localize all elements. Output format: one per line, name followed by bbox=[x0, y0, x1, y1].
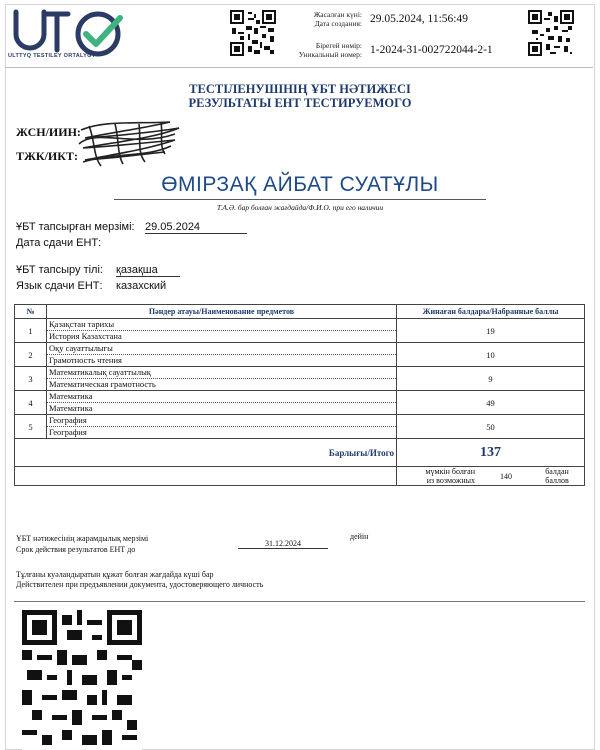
exam-date-value: 29.05.2024 bbox=[145, 221, 247, 234]
redaction-scribble bbox=[75, 118, 185, 170]
subject-ru: Математика bbox=[49, 403, 93, 413]
score-cell: 10 bbox=[397, 343, 585, 367]
score-cell: 50 bbox=[397, 415, 585, 439]
max-value: 140 bbox=[500, 471, 512, 481]
row-num: 4 bbox=[15, 391, 47, 415]
exam-lang-value-kz: қазақша bbox=[116, 264, 180, 277]
total-score: 137 bbox=[397, 439, 585, 467]
iin-label: ЖСН/ИИН: bbox=[16, 125, 81, 139]
total-label: Барлығы/Итого bbox=[15, 439, 397, 467]
name-underline bbox=[114, 199, 486, 200]
exam-lang-label-ru: Язык сдачи ЕНТ: bbox=[16, 280, 103, 292]
col-header-subject: Пәндер атауы/Наименование предметов bbox=[47, 305, 397, 319]
table-row bbox=[15, 391, 585, 415]
max-row bbox=[15, 467, 585, 486]
subject-ru: Грамотность чтения bbox=[49, 355, 122, 365]
table-header-row bbox=[15, 305, 585, 319]
exam-lang-label-kz: ҰБТ тапсыру тілі: bbox=[16, 264, 103, 276]
created-label bbox=[250, 10, 362, 28]
notice-ru: Действителен при предъявлении документа, удостоверяющего личность bbox=[16, 580, 264, 589]
row-num: 1 bbox=[15, 319, 47, 343]
max-label-ru: из возможных bbox=[426, 476, 475, 485]
validity-suffix: дейін bbox=[350, 532, 369, 541]
name-caption: Т.А.Ә. бар болған жағдайда/Ф.И.О. при его наличии bbox=[216, 203, 384, 212]
subject-ru: Математическая грамотность bbox=[49, 379, 156, 389]
subject-cell bbox=[47, 343, 397, 367]
qr-code-top-right bbox=[528, 10, 574, 56]
exam-date-label-kz: ҰБТ тапсырған мерзімі: bbox=[16, 221, 135, 233]
person-name: ӨМІРЗАҚ АЙБАТ СУАТҰЛЫ bbox=[161, 173, 439, 196]
header-divider bbox=[5, 67, 593, 68]
table-row bbox=[15, 319, 585, 343]
subject-ru: География bbox=[49, 427, 87, 437]
subject-kz: Математикалық сауаттылық bbox=[47, 367, 396, 379]
score-cell: 9 bbox=[397, 367, 585, 391]
unique-label-kz: Бірегей нөмір: bbox=[315, 41, 362, 50]
score-cell: 49 bbox=[397, 391, 585, 415]
validity-date: 31.12.2024 bbox=[238, 539, 328, 549]
subject-kz: Қазақстан тарихы bbox=[47, 319, 396, 331]
subject-ru: История Казахстана bbox=[49, 331, 122, 341]
unique-number: 1-2024-31-002722044-2-1 bbox=[370, 44, 493, 56]
created-label-kz: Жасалған күні: bbox=[313, 10, 362, 19]
max-cell bbox=[397, 467, 585, 486]
max-unit bbox=[537, 467, 577, 485]
notice-kz: Тұлғаны куәландыратын құжат болған жағдайда күші бар bbox=[16, 570, 214, 579]
max-unit-kz: балдан bbox=[545, 467, 569, 476]
table-row bbox=[15, 415, 585, 439]
row-num: 3 bbox=[15, 367, 47, 391]
subject-cell bbox=[47, 391, 397, 415]
results-table bbox=[14, 304, 585, 486]
unique-label bbox=[250, 41, 362, 59]
doc-title-kz: ТЕСТІЛЕНУШІНІҢ ҰБТ НӘТИЖЕСІ bbox=[189, 82, 411, 96]
subject-cell bbox=[47, 319, 397, 343]
logo-caption: ULTTYQ TESTILEY ORTALYĞY bbox=[8, 53, 96, 59]
created-value: 29.05.2024, 11:56:49 bbox=[370, 13, 468, 25]
unique-label-ru: Уникальный номер: bbox=[298, 50, 362, 59]
col-header-score: Жинаған балдары/Набранные баллы bbox=[397, 305, 585, 319]
subject-cell bbox=[47, 367, 397, 391]
exam-date-label-ru: Дата сдачи ЕНТ: bbox=[16, 237, 102, 249]
validity-label-kz: ҰБТ нәтижесінің жарамдылық мерзімі bbox=[16, 534, 149, 543]
total-row bbox=[15, 439, 585, 467]
qr-code-large bbox=[22, 610, 142, 750]
table-row bbox=[15, 343, 585, 367]
doc-title-ru: РЕЗУЛЬТАТЫ ЕНТ ТЕСТИРУЕМОГО bbox=[188, 96, 412, 110]
footer-divider bbox=[14, 601, 585, 602]
created-label-ru: Дата создания: bbox=[314, 19, 362, 28]
subject-cell bbox=[47, 415, 397, 439]
row-num: 2 bbox=[15, 343, 47, 367]
exam-lang-value-ru: казахский bbox=[116, 280, 167, 292]
validity-label-ru: Срок действия результатов ЕНТ до bbox=[16, 545, 136, 554]
subject-kz: Оқу сауаттылығы bbox=[47, 343, 396, 355]
ikt-label: ТЖК/ИКТ: bbox=[16, 149, 78, 163]
table-row bbox=[15, 367, 585, 391]
subject-kz: Математика bbox=[47, 391, 396, 403]
max-spacer bbox=[15, 467, 397, 486]
subject-kz: География bbox=[47, 415, 396, 427]
max-label-kz: мүмкін болған bbox=[425, 467, 475, 476]
col-header-num: № bbox=[15, 305, 47, 319]
score-cell: 19 bbox=[397, 319, 585, 343]
row-num: 5 bbox=[15, 415, 47, 439]
max-unit-ru: баллов bbox=[545, 476, 569, 485]
max-label bbox=[397, 467, 475, 485]
